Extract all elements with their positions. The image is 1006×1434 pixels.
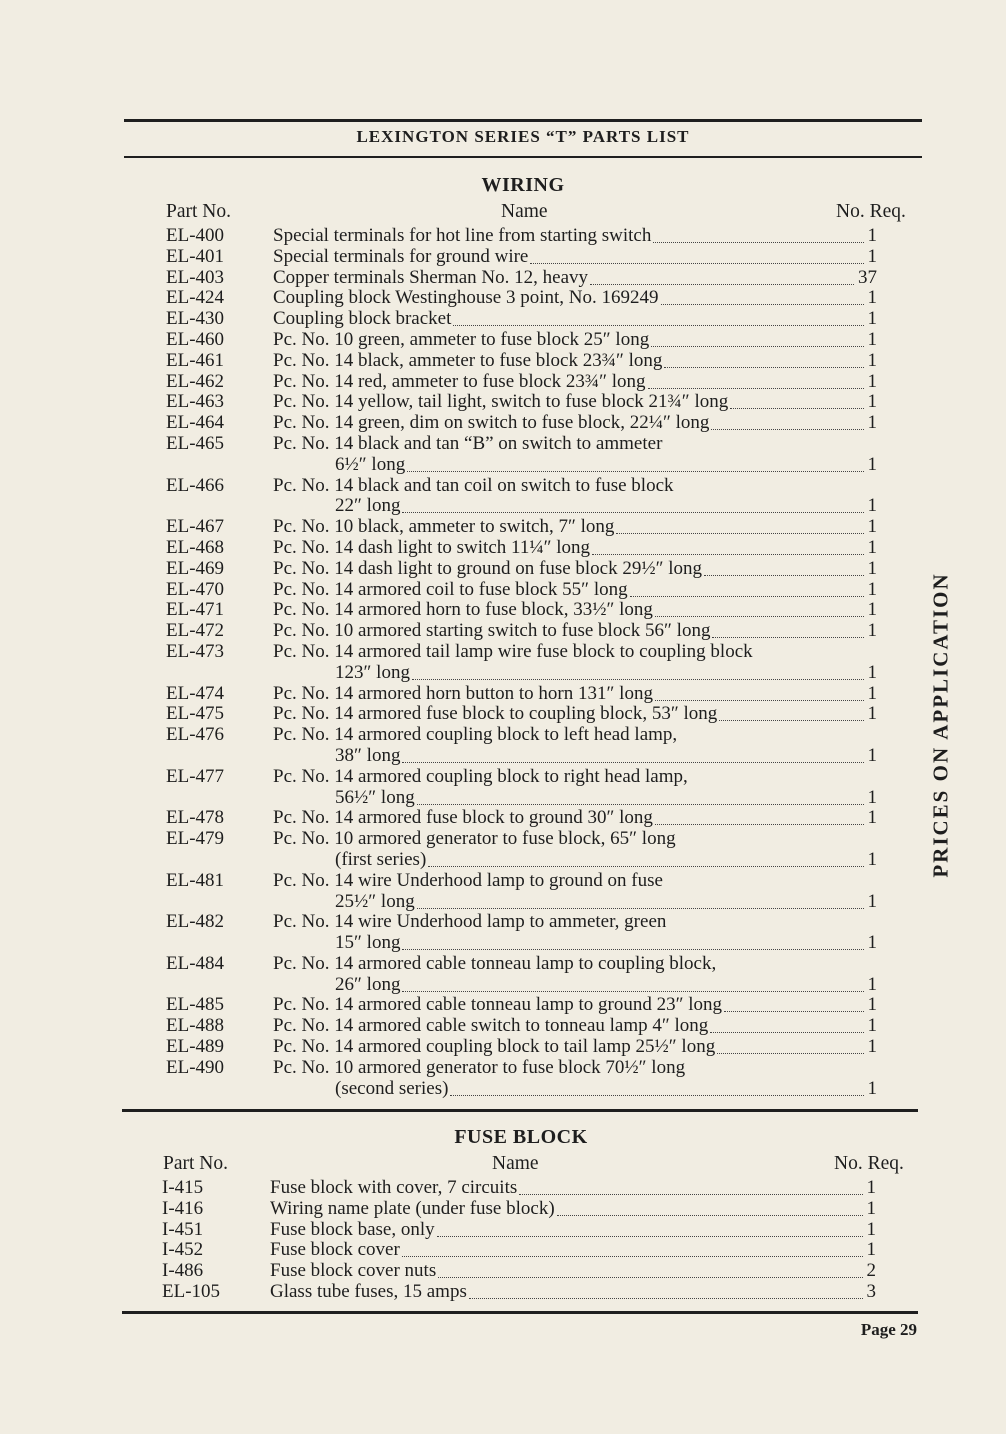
quantity: 1: [867, 328, 877, 350]
part-name: [273, 1016, 708, 1037]
quantity: 3: [866, 1280, 876, 1302]
table-row: [0, 309, 1006, 330]
table-row: [0, 247, 1006, 268]
part-name: [270, 1220, 435, 1241]
dot-leader: [655, 700, 864, 701]
part-number: EL-462: [166, 370, 225, 392]
table-row: [0, 954, 1006, 996]
part-number: EL-468: [166, 536, 225, 558]
quantity: 1: [866, 1218, 876, 1240]
part-name-line1: Pc. No. 14 green, dim on switch to fuse block, 22¼″ long: [273, 412, 710, 434]
dot-leader: [557, 1215, 863, 1216]
part-name: [273, 724, 678, 766]
part-name-line2: 56½″ long: [335, 786, 415, 808]
dot-leader: [661, 304, 864, 305]
table-row: [0, 1282, 1006, 1303]
part-name-line1: Fuse block base, only: [270, 1218, 435, 1240]
part-name: [273, 372, 646, 393]
part-name-line2: 38″ long: [335, 744, 401, 766]
dot-leader: [616, 533, 863, 534]
part-number: EL-490: [166, 1056, 225, 1078]
part-name-line1: Copper terminals Sherman No. 12, heavy: [273, 266, 589, 288]
table-row: [0, 912, 1006, 954]
part-name: [273, 288, 659, 309]
quantity: 1: [867, 1077, 877, 1099]
part-name-line1: Pc. No. 14 wire Underhood lamp to ground on fuse: [273, 869, 663, 891]
dot-leader: [648, 388, 864, 389]
part-name-line1: Pc. No. 10 green, ammeter to fuse block 25″ long: [273, 328, 650, 350]
part-number: EL-400: [166, 225, 225, 246]
part-number: EL-484: [166, 952, 225, 974]
part-number: EL-477: [166, 765, 225, 787]
part-number: EL-460: [166, 328, 225, 350]
quantity: 1: [867, 1036, 877, 1058]
part-name-line1: Pc. No. 14 armored coupling block to tail lamp 25½″ long: [273, 1036, 716, 1058]
part-name: [273, 226, 651, 247]
part-name-line1: Pc. No. 14 armored horn to fuse block, 33½″ long: [273, 599, 653, 621]
quantity: 1: [867, 973, 877, 995]
part-number: EL-464: [166, 412, 225, 434]
table-row: [0, 413, 1006, 434]
quantity: 1: [867, 308, 877, 330]
part-number: EL-430: [166, 308, 225, 330]
quantity: 1: [867, 225, 877, 246]
part-name: [270, 1178, 517, 1199]
wiring-col-name: Name: [501, 201, 548, 222]
table-row: [0, 268, 1006, 289]
dot-leader: [730, 408, 863, 409]
part-name-line2: 26″ long: [335, 973, 401, 995]
part-number: EL-105: [162, 1280, 221, 1302]
dot-leader: [402, 512, 863, 513]
table-row: [0, 330, 1006, 351]
part-name-line1: Pc. No. 14 armored horn button to horn 131″ long: [273, 682, 653, 704]
part-name-line2: 15″ long: [335, 932, 401, 954]
part-number: EL-461: [166, 349, 225, 371]
part-name: [273, 640, 753, 683]
part-name-line1: Pc. No. 14 armored fuse block to ground 30″ long: [273, 807, 653, 829]
dot-leader: [655, 616, 864, 617]
dot-leader: [719, 720, 863, 721]
fuse-block-table: [0, 1178, 1006, 1303]
dot-leader: [724, 1011, 863, 1012]
part-number: I-416: [162, 1197, 204, 1219]
side-note-text: PRICES ON APPLICATION: [928, 572, 953, 878]
part-name-line2: (first series): [335, 848, 427, 870]
part-name-line1: Fuse block cover: [270, 1239, 400, 1261]
part-number: EL-478: [166, 807, 225, 829]
table-row: [0, 1261, 1006, 1282]
wiring-table: [0, 226, 1006, 1099]
part-number: EL-488: [166, 1015, 225, 1037]
part-number: I-451: [162, 1218, 204, 1240]
running-head: LEXINGTON SERIES “T” PARTS LIST: [356, 127, 690, 146]
part-name-line1: Coupling block Westinghouse 3 point, No. 169249: [273, 287, 659, 309]
part-name-line1: Pc. No. 14 armored cable tonneau lamp to coupling block,: [273, 952, 717, 974]
part-name-line1: Fuse block cover nuts: [270, 1260, 437, 1282]
quantity: 1: [867, 994, 877, 1016]
dot-leader: [651, 346, 863, 347]
header-rule: [124, 156, 922, 158]
quantity: 1: [866, 1239, 876, 1261]
part-name-line2: 22″ long: [335, 495, 401, 517]
part-name: [273, 392, 728, 413]
table-row: [0, 1178, 1006, 1199]
part-name: [273, 1037, 715, 1058]
part-name-line1: Pc. No. 14 yellow, tail light, switch to fuse block 21¾″ long: [273, 391, 729, 413]
table-row: [0, 995, 1006, 1016]
table-row: [0, 808, 1006, 829]
quantity: 1: [867, 807, 877, 829]
dot-leader: [710, 1032, 863, 1033]
part-name-line1: Pc. No. 14 black, ammeter to fuse block 23¾″ long: [273, 349, 663, 371]
part-name-line1: Pc. No. 14 dash light to ground on fuse block 29½″ long: [273, 557, 703, 579]
wiring-col-qty: No. Req.: [836, 201, 906, 222]
part-number: EL-465: [166, 432, 225, 454]
quantity: 1: [867, 287, 877, 309]
fuse-block-title: FUSE BLOCK: [454, 1126, 588, 1148]
side-note: [926, 572, 956, 878]
dot-leader: [437, 1236, 863, 1237]
part-name-line1: Pc. No. 14 armored tail lamp wire fuse block to coupling block: [273, 640, 753, 662]
part-name-line1: Pc. No. 14 armored cable tonneau lamp to ground 23″ long: [273, 994, 723, 1016]
part-number: EL-401: [166, 245, 225, 267]
part-name: [273, 351, 662, 372]
part-name: [273, 828, 676, 870]
part-number: EL-463: [166, 391, 225, 413]
dot-leader: [519, 1194, 862, 1195]
quantity: 1: [867, 349, 877, 371]
part-number: I-452: [162, 1239, 204, 1261]
quantity: 1: [867, 599, 877, 621]
part-name-line1: Pc. No. 10 armored generator to fuse block, 65″ long: [273, 828, 676, 850]
part-number: EL-471: [166, 599, 225, 621]
dot-leader: [530, 263, 863, 264]
bottom-rule: [122, 1311, 918, 1314]
part-number: EL-466: [166, 474, 225, 496]
table-row: [0, 1058, 1006, 1100]
part-name-line1: Wiring name plate (under fuse block): [270, 1197, 555, 1219]
quantity: 1: [866, 1177, 876, 1198]
table-row: [0, 434, 1006, 476]
part-number: EL-474: [166, 682, 225, 704]
table-row: [0, 704, 1006, 725]
table-row: [0, 559, 1006, 580]
page-number: Page 29: [860, 1320, 917, 1339]
table-row: [0, 684, 1006, 705]
part-name: [273, 559, 702, 580]
dot-leader: [712, 637, 863, 638]
table-row: [0, 538, 1006, 559]
part-number: EL-469: [166, 557, 225, 579]
part-name-line1: Special terminals for ground wire: [273, 245, 529, 267]
part-name: [273, 621, 710, 642]
part-name: [273, 600, 653, 621]
part-name: [270, 1199, 555, 1220]
part-number: EL-482: [166, 911, 225, 933]
part-name-line1: Pc. No. 10 armored generator to fuse block 70½″ long: [273, 1056, 686, 1078]
dot-leader: [711, 429, 863, 430]
part-name: [273, 911, 667, 954]
part-name: [273, 952, 717, 995]
dot-leader: [450, 1095, 863, 1096]
table-row: [0, 392, 1006, 413]
part-number: EL-472: [166, 620, 225, 642]
quantity: 1: [867, 786, 877, 808]
quantity: 1: [867, 578, 877, 600]
part-name: [273, 517, 614, 538]
quantity: 1: [867, 744, 877, 766]
dot-leader: [664, 367, 863, 368]
quantity: 2: [866, 1260, 876, 1282]
part-name: [273, 808, 653, 829]
part-number: EL-485: [166, 994, 225, 1016]
table-row: [0, 1220, 1006, 1241]
quantity: 1: [867, 391, 877, 413]
part-number: I-415: [162, 1177, 204, 1198]
part-name-line1: Pc. No. 14 armored fuse block to coupling block, 53″ long: [273, 703, 718, 725]
fuse-col-qty: No. Req.: [834, 1153, 904, 1174]
dot-leader: [438, 1277, 862, 1278]
part-number: EL-481: [166, 869, 225, 891]
part-name: [273, 268, 588, 289]
dot-leader: [469, 1298, 863, 1299]
dot-leader: [402, 1256, 863, 1257]
quantity: 1: [867, 370, 877, 392]
part-name: [273, 995, 722, 1016]
dot-leader: [653, 242, 863, 243]
part-name: [273, 413, 709, 434]
dot-leader: [417, 804, 864, 805]
part-name-line2: 123″ long: [335, 661, 410, 683]
table-row: [0, 476, 1006, 518]
table-row: [0, 829, 1006, 871]
part-name: [273, 474, 674, 517]
quantity: 1: [867, 848, 877, 870]
part-number: I-486: [162, 1260, 204, 1282]
table-row: [0, 1016, 1006, 1037]
dot-leader: [402, 949, 863, 950]
dot-leader: [428, 866, 863, 867]
part-name-line1: Pc. No. 14 red, ammeter to fuse block 23¾″ long: [273, 370, 646, 392]
part-number: EL-424: [166, 287, 225, 309]
quantity: 1: [867, 557, 877, 579]
table-row: [0, 1037, 1006, 1058]
part-name-line2: 25½″ long: [335, 890, 415, 912]
wiring-col-part: Part No.: [166, 201, 231, 222]
quantity: 1: [867, 1015, 877, 1037]
quantity: 37: [858, 266, 877, 288]
part-name-line1: Pc. No. 14 armored coil to fuse block 55″ long: [273, 578, 628, 600]
part-name-line1: Special terminals for hot line from starting switch: [273, 225, 652, 246]
quantity: 1: [866, 1197, 876, 1219]
part-name: [273, 704, 717, 725]
dot-leader: [402, 991, 863, 992]
part-number: EL-476: [166, 724, 225, 746]
dot-leader: [717, 1053, 863, 1054]
fuse-col-name: Name: [492, 1153, 539, 1174]
quantity: 1: [867, 890, 877, 912]
table-row: [0, 351, 1006, 372]
part-name: [273, 247, 528, 268]
quantity: 1: [867, 661, 877, 683]
part-name: [273, 538, 590, 559]
table-row: [0, 1199, 1006, 1220]
part-name: [273, 432, 663, 475]
dot-leader: [704, 575, 863, 576]
part-name: [273, 684, 653, 705]
part-name-line1: Glass tube fuses, 15 amps: [270, 1280, 467, 1302]
quantity: 1: [867, 703, 877, 725]
part-name: [273, 309, 451, 330]
part-name: [273, 1056, 686, 1099]
quantity: 1: [867, 536, 877, 558]
part-name-line1: Pc. No. 14 armored coupling block to left head lamp,: [273, 724, 678, 746]
part-name-line1: Pc. No. 14 dash light to switch 11¼″ long: [273, 536, 591, 558]
part-name-line1: Pc. No. 14 armored cable switch to tonneau lamp 4″ long: [273, 1015, 709, 1037]
dot-leader: [407, 471, 863, 472]
section-rule: [122, 1109, 918, 1112]
table-row: [0, 580, 1006, 601]
table-row: [0, 517, 1006, 538]
part-name-line1: Pc. No. 14 wire Underhood lamp to ammeter, green: [273, 911, 667, 933]
dot-leader: [453, 325, 863, 326]
part-name-line2: (second series): [335, 1077, 449, 1099]
part-name-line1: Pc. No. 14 black and tan coil on switch to fuse block: [273, 474, 674, 496]
table-row: [0, 725, 1006, 767]
table-row: [0, 767, 1006, 809]
part-name: [270, 1240, 400, 1261]
part-number: EL-403: [166, 266, 225, 288]
table-row: [0, 642, 1006, 684]
table-row: [0, 372, 1006, 393]
part-number: EL-475: [166, 703, 225, 725]
table-row: [0, 226, 1006, 247]
part-name: [270, 1261, 436, 1282]
part-number: EL-467: [166, 516, 225, 538]
quantity: 1: [867, 682, 877, 704]
quantity: 1: [867, 495, 877, 517]
dot-leader: [402, 762, 863, 763]
dot-leader: [417, 908, 864, 909]
quantity: 1: [867, 245, 877, 267]
quantity: 1: [867, 412, 877, 434]
table-row: [0, 600, 1006, 621]
dot-leader: [592, 554, 863, 555]
part-name-line1: Fuse block with cover, 7 circuits: [270, 1177, 518, 1198]
dot-leader: [590, 284, 854, 285]
part-number: EL-479: [166, 828, 225, 850]
wiring-title: WIRING: [481, 174, 565, 196]
part-name-line1: Coupling block bracket: [273, 308, 452, 330]
part-name: [273, 869, 663, 912]
part-number: EL-489: [166, 1036, 225, 1058]
part-name-line1: Pc. No. 14 black and tan “B” on switch to ammeter: [273, 432, 663, 454]
table-row: [0, 1240, 1006, 1261]
part-name: [270, 1282, 467, 1303]
part-name-line2: 6½″ long: [335, 453, 406, 475]
quantity: 1: [867, 516, 877, 538]
table-row: [0, 871, 1006, 913]
part-name-line1: Pc. No. 10 black, ammeter to switch, 7″ long: [273, 516, 615, 538]
part-name-line1: Pc. No. 10 armored starting switch to fuse block 56″ long: [273, 620, 711, 642]
part-number: EL-470: [166, 578, 225, 600]
dot-leader: [655, 824, 864, 825]
part-name-line1: Pc. No. 14 armored coupling block to right head lamp,: [273, 765, 688, 787]
quantity: 1: [867, 453, 877, 475]
part-name: [273, 580, 628, 601]
top-rule: [124, 119, 922, 122]
quantity: 1: [867, 932, 877, 954]
table-row: [0, 621, 1006, 642]
table-row: [0, 288, 1006, 309]
dot-leader: [630, 596, 864, 597]
dot-leader: [412, 679, 864, 680]
part-name: [273, 765, 688, 808]
quantity: 1: [867, 620, 877, 642]
part-number: EL-473: [166, 640, 225, 662]
fuse-col-part: Part No.: [163, 1153, 228, 1174]
part-name: [273, 330, 649, 351]
